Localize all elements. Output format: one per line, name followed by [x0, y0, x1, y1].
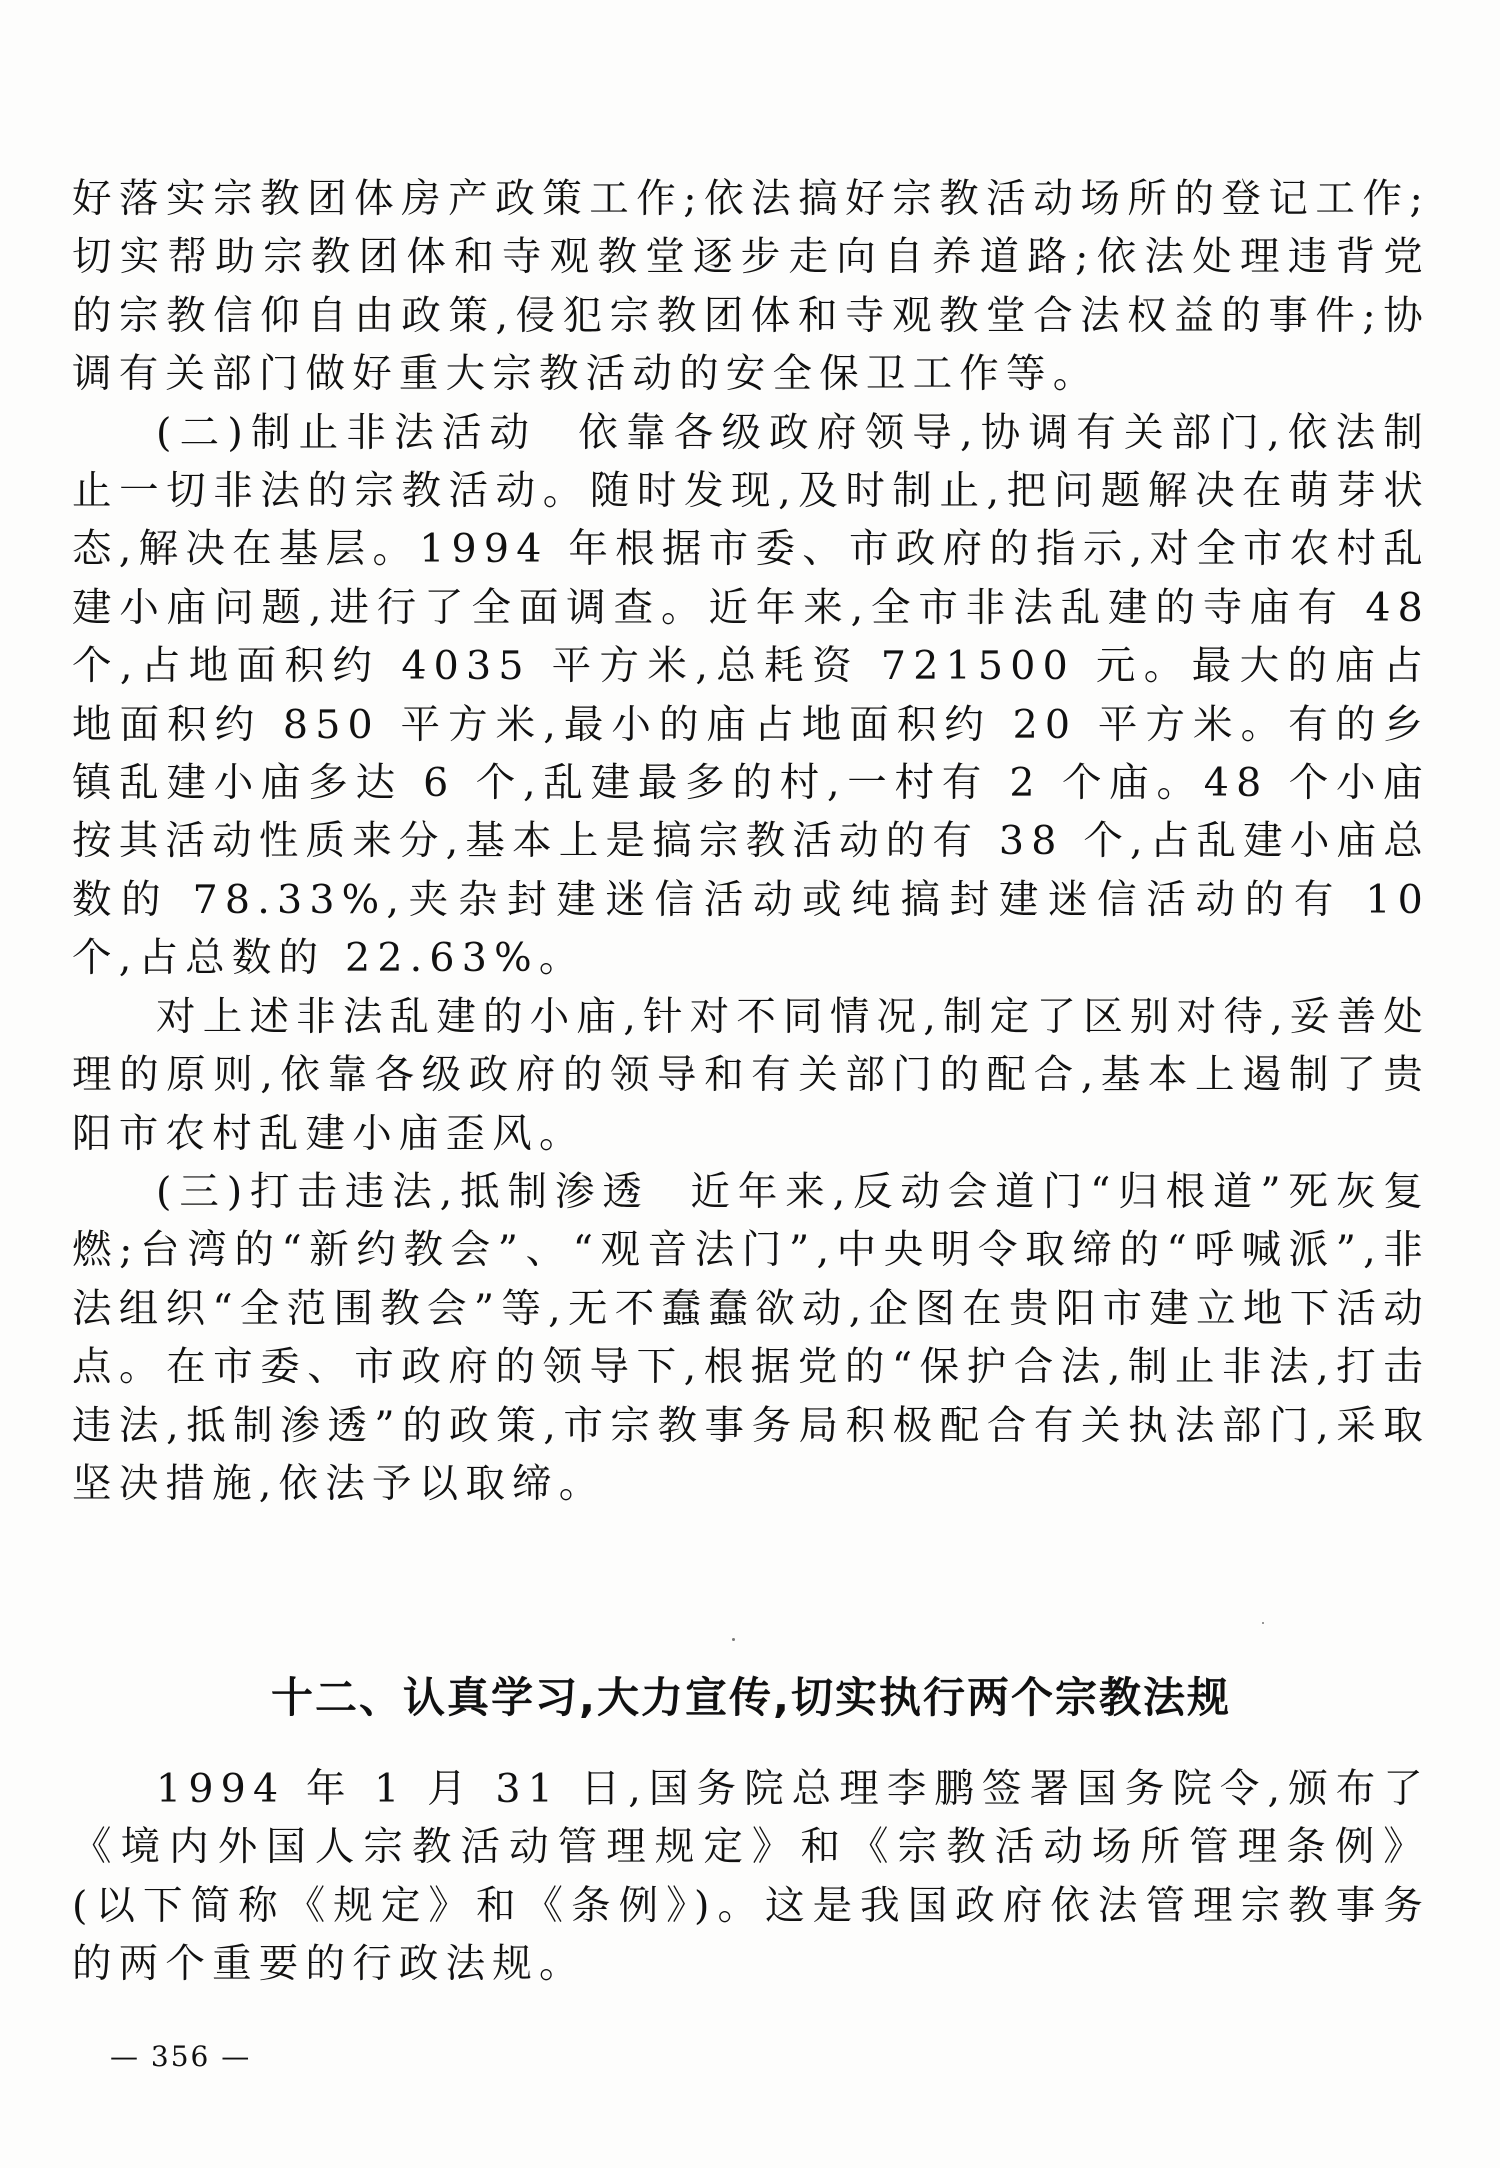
paragraph-illegal-temples: [72, 988, 1430, 1163]
paragraph-text: 对上述非法乱建的小庙,针对不同情况,制定了区别对待,妥善处理的原则,依靠各级政府的领导和有关部门的配合,基本上遏制了贵阳市农村乱建小庙歪风。: [72, 993, 1430, 1157]
paragraph-lead-heading: (二)制止非法活动: [156, 409, 538, 456]
paragraph-combat-infiltration: [72, 1163, 1430, 1513]
body-text-upper: [72, 170, 1430, 1513]
paragraph-continuation: [72, 170, 1430, 404]
scan-speck: [1262, 1622, 1264, 1624]
paragraph-text: 1994 年 1 月 31 日,国务院总理李鹏签署国务院令,颁布了《境内外国人宗教活动管理规定》和《宗教活动场所管理条例》(以下简称《规定》和《条例》)。这是我国政府依法管理宗教事务的两个重要的行政法规。: [72, 1766, 1430, 1988]
paragraph-stop-illegal-activities: [72, 404, 1430, 988]
page-number: — 356 —: [110, 2040, 252, 2073]
paragraph-lead-heading: (三)打击违法,抵制渗透: [156, 1168, 650, 1215]
section-heading: 十二、认真学习,大力宣传,切实执行两个宗教法规: [271, 1673, 1231, 1722]
paragraph-regulations: [72, 1760, 1430, 1994]
paragraph-text: 好落实宗教团体房产政策工作;依法搞好宗教活动场所的登记工作;切实帮助宗教团体和寺观教堂逐步走向自养道路;依法处理违背党的宗教信仰自由政策,侵犯宗教团体和寺观教堂合法权益的事件;协调有关部门做好重大宗教活动的安全保卫工作等。: [72, 176, 1430, 398]
paragraph-text: 依靠各级政府领导,协调有关部门,依法制止一切非法的宗教活动。随时发现,及时制止,把问题解决在萌芽状态,解决在基层。1994 年根据市委、市政府的指示,对全市农村乱建小庙问题,进行了全面调查。近年来,全市非法乱建的寺庙有 48 个,占地面积约 4035 平方米,总耗资 721500 元。最大的庙占地面积约 850 平方米,最小的庙占地面积约 20 平方米。有的乡镇乱建小庙多达 6 个,乱建最多的村,一村有 2 个庙。48 个小庙按其活动性质来分,基本上是搞宗教活动的有 38 个,占乱建小庙总数的 78.33%,夹杂封建迷信活动或纯搞封建迷信活动的有 10 个,占总数的 22.63%。: [72, 409, 1431, 982]
paragraph-text: 近年来,反动会道门“归根道”死灰复燃;台湾的“新约教会”、“观音法门”,中央明令取缔的“呼喊派”,非法组织“全范围教会”等,无不蠢蠢欲动,企图在贵阳市建立地下活动点。在市委、市政府的领导下,根据党的“保护合法,制止非法,打击违法,抵制渗透”的政策,市宗教事务局积极配合有关执法部门,采取坚决措施,依法予以取缔。: [72, 1168, 1431, 1507]
scan-speck: [732, 1638, 735, 1641]
body-text-lower: [72, 1760, 1430, 1994]
